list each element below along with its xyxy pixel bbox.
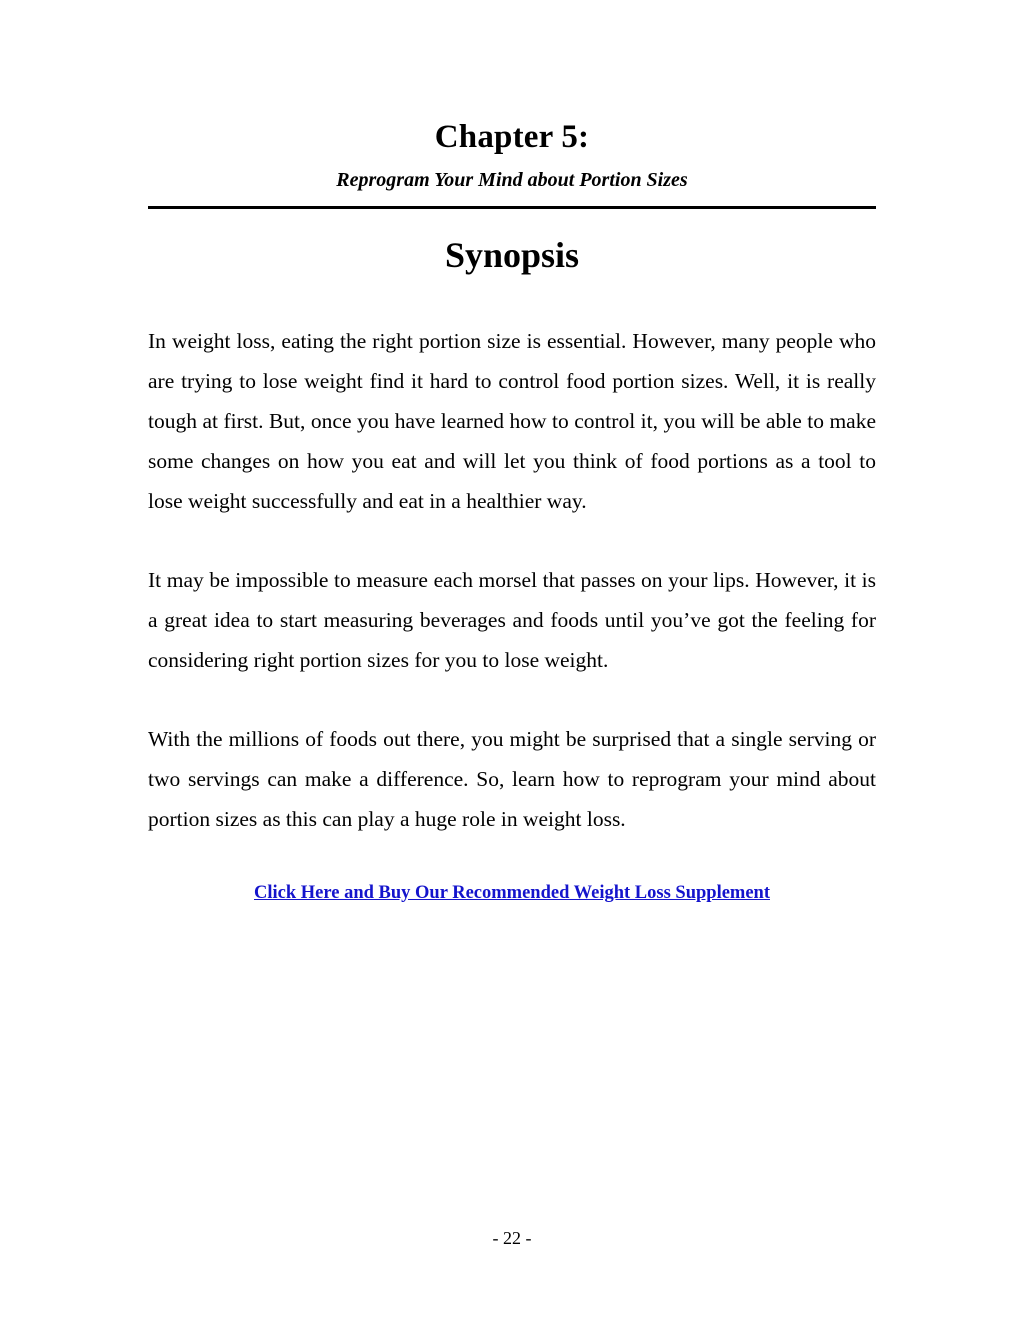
- chapter-subtitle: Reprogram Your Mind about Portion Sizes: [336, 168, 688, 191]
- paragraph-2: It may be impossible to measure each morsel that passes on your lips. However, it is a great idea to start measuring beverages and foods until you’ve got the feeling for considering right portion sizes for you to lose weight.: [148, 567, 876, 672]
- header-divider: [148, 206, 876, 209]
- section-heading-synopsis: Synopsis: [444, 234, 580, 275]
- page-content: [148, 0, 876, 904]
- buy-supplement-link[interactable]: Click Here and Buy Our Recommended Weight Loss Supplement: [254, 882, 770, 903]
- page-number: - 22 -: [492, 1228, 532, 1248]
- cta-container: [148, 839, 876, 904]
- chapter-title: Chapter 5:: [434, 119, 590, 155]
- paragraph-1: In weight loss, eating the right portion size is essential. However, many people who are trying to lose weight find it hard to control food portion sizes. Well, it is really tough at first. But, once you have learned how to control it, you will be able to make some changes on how you eat and will let you think of food portions as a tool to lose weight successfully and eat in a healthier way.: [148, 328, 876, 513]
- paragraph-3: With the millions of foods out there, you might be surprised that a single serving or two servings can make a difference. So, learn how to reprogram your mind about portion sizes as this can play a huge role in weight loss.: [148, 726, 876, 831]
